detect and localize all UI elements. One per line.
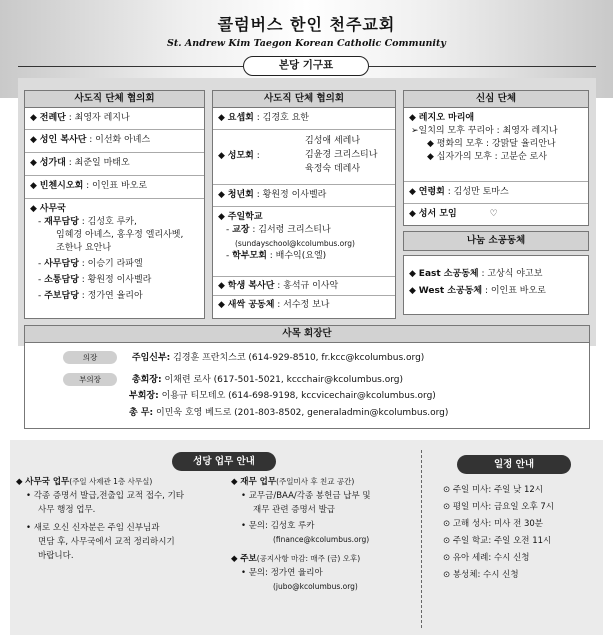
divider bbox=[369, 66, 596, 67]
council-row: 의장 주임신부: 김경훈 프란치스코 (614-929-8510, fr.kcc@kcolumbus.org) bbox=[63, 351, 424, 364]
org-chart-panel bbox=[18, 78, 596, 346]
list-item: ◆ 청년회 : 황원정 이사벨라 bbox=[213, 185, 395, 207]
box-title: 사도직 단체 협의회 bbox=[25, 91, 204, 108]
divider bbox=[18, 66, 243, 67]
list-item: ◆ 빈첸시오회 : 이인표 바오로 bbox=[25, 176, 204, 199]
list-item: ⊙ 주일 미사: 주일 낮 12시 bbox=[443, 485, 544, 495]
box-title: 나눔 소공동체 bbox=[403, 231, 589, 251]
services-title: 성당 업무 안내 bbox=[172, 452, 276, 471]
small-community-box bbox=[403, 231, 589, 298]
box-title: 신심 단체 bbox=[404, 91, 588, 108]
list-item: ◆ 성서 모임 ♡ bbox=[409, 209, 498, 219]
pastoral-council-box bbox=[24, 325, 590, 429]
list-item: ◆ 학생 복사단 : 홍석규 이사악 bbox=[213, 277, 395, 296]
list-item: ◆ 요셉회 : 김경호 요한 bbox=[213, 108, 395, 130]
list-item: ◆ 주일학교 - 교장 : 김서령 크리스티나 (sundayschool@kcolumbus.org) - 학부모회 : 배수익(요엘) bbox=[213, 207, 395, 277]
apostolic-council-box-2 bbox=[212, 90, 396, 319]
list-item: ◆ 연령회 : 김성만 토마스 bbox=[404, 182, 588, 204]
list-item: ◆ 레지오 마리애 ➢일치의 모후 꾸리아 : 최영자 레지나 ◆ 평화의 모후 : 강맑달 율리안나 ◆ 십자가의 모후 : 고분순 로사 bbox=[404, 108, 588, 182]
church-title-english: St. Andrew Kim Taegon Korean Catholic Community bbox=[167, 38, 446, 49]
org-chart-label: 본당 기구표 bbox=[243, 56, 369, 76]
church-title-korean: 콜럼버스 한인 천주교회 bbox=[217, 15, 396, 34]
list-item: ◆ West 소공동체 : 이인표 바오로 bbox=[409, 286, 546, 296]
list-item: ⊙ 고해 성사: 미사 전 30분 bbox=[443, 519, 544, 529]
list-item: ◆ 성모회 : 김성애 세레나 김윤경 크리스티나 육정숙 데레사 bbox=[213, 130, 395, 185]
apostolic-council-box-1 bbox=[24, 90, 205, 319]
divider bbox=[421, 450, 422, 628]
finance-section: ◆ 재무 업무(주일미사 후 친교 공간) • 교무금/BAA/각종 봉헌금 납부 및 재무 관련 증명서 발급 • 문의: 김성호 루카 (finance@kcolumbus.org) ◆ 주보(공지사항 마감: 매주 (금) 오후) • 문의: 정가연 율리아 (jubo@kcolumbus.org) bbox=[231, 477, 371, 591]
list-item: ◆ 사무국 - 재무담당 : 김성호 루카, 임혜경 아녜스, 홍우정 엘리사벳, 조한나 요안나 - 사무담당 : 이승기 라파엘 - 소통담당 : 황원정 이사벨라 - 주보담당 : 정가연 율리아 bbox=[30, 204, 184, 301]
schedule-title: 일정 안내 bbox=[457, 455, 571, 474]
list-item: ⊙ 주일 학교: 주일 오전 11시 bbox=[443, 536, 552, 546]
list-item: ◆ East 소공동체 : 고상식 야고보 bbox=[409, 269, 543, 279]
list-item: ⊙ 봉성체: 수시 신청 bbox=[443, 570, 519, 580]
council-row: 부회장: 이용규 티모테오 (614-698-9198, kccvicechair@kcolumbus.org) bbox=[129, 391, 436, 401]
role-badge: 부의장 bbox=[63, 373, 117, 386]
list-item: ⊙ 평일 미사: 금요일 오후 7시 bbox=[443, 502, 555, 512]
box-title: 사목 회장단 bbox=[25, 326, 589, 343]
box-title: 사도직 단체 협의회 bbox=[213, 91, 395, 108]
list-item: ◆ 성인 복사단 : 이선화 아녜스 bbox=[25, 130, 204, 153]
list-item: ◆ 전례단 : 최영자 레지나 bbox=[25, 108, 204, 130]
list-item: ⊙ 유아 세례: 수시 신청 bbox=[443, 553, 530, 563]
list-item: ◆ 성가대 : 최준일 마태오 bbox=[25, 153, 204, 176]
services-panel bbox=[10, 440, 603, 635]
council-row: 부의장 총회장: 이채련 로사 (617-501-5021, kccchair@kcolumbus.org) bbox=[63, 373, 403, 386]
list-item: ◆ 새싹 공동체 : 서수정 보나 bbox=[218, 300, 330, 310]
office-section: ◆ 사무국 업무(주일 사제관 1층 사무실) • 각종 증명서 발급,전출입 교적 접수, 기타 사무 행정 업무. • 새로 오신 신자분은 주임 신부님과 면담 후, 사무국에서 교적 정리하시기 바랍니다. bbox=[16, 477, 185, 561]
role-badge: 의장 bbox=[63, 351, 117, 364]
council-row: 총 무: 이민욱 호영 베드로 (201-803-8502, generaladmin@kcolumbus.org) bbox=[129, 408, 449, 418]
devotional-groups-box bbox=[403, 90, 589, 226]
schedule-list bbox=[443, 482, 554, 584]
